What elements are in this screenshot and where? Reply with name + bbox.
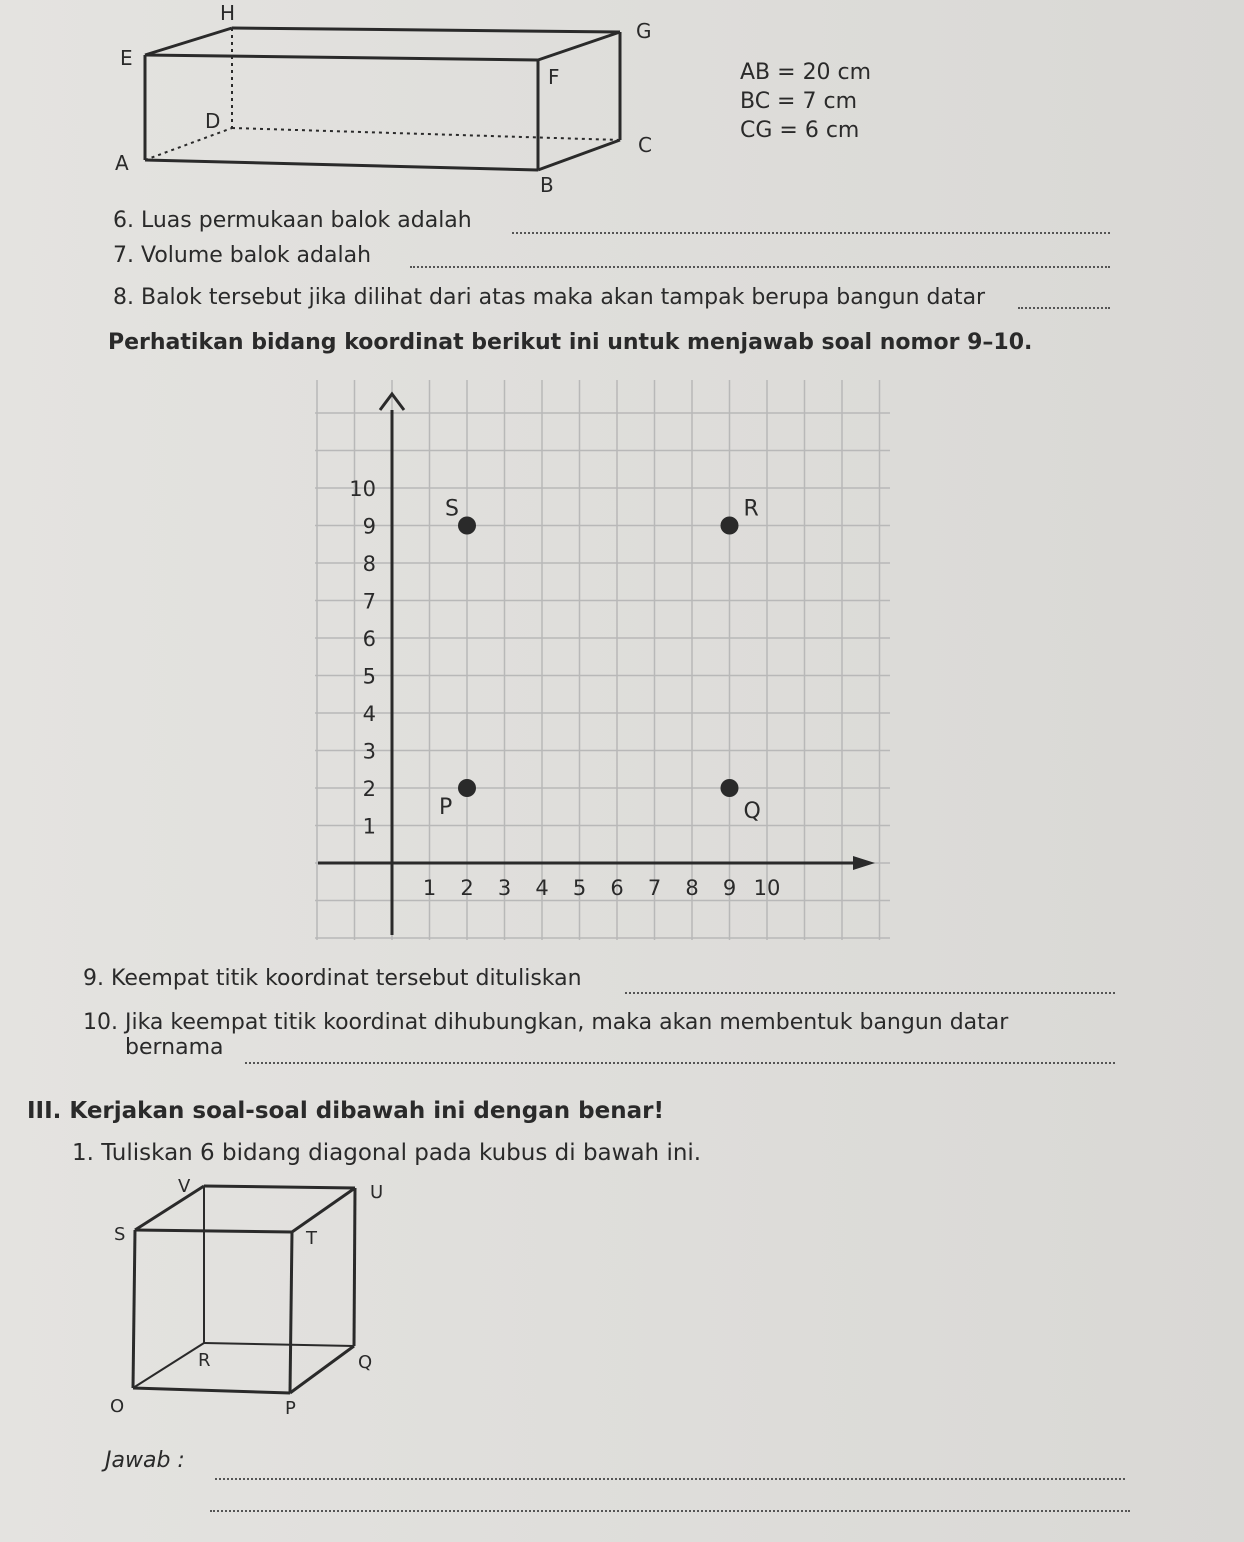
cube-vertex-q: Q xyxy=(358,1352,373,1373)
y-tick-label: 9 xyxy=(362,514,376,539)
vertex-a-label: A xyxy=(115,151,129,175)
dim-cg: CG = 6 cm xyxy=(740,118,860,143)
vertex-c-label: C xyxy=(638,133,652,157)
x-tick-label: 1 xyxy=(422,876,437,900)
section-3-question-1: 1. Tuliskan 6 bidang diagonal pada kubus di bawah ini. xyxy=(72,1140,702,1166)
cube-vertex-s: S xyxy=(114,1224,126,1245)
x-tick-label: 8 xyxy=(685,876,699,900)
y-tick-label: 4 xyxy=(362,702,376,726)
question-6: 6. Luas permukaan balok adalah xyxy=(113,208,472,233)
x-tick-label: 10 xyxy=(753,876,781,900)
point-r xyxy=(721,517,739,535)
x-tick-label: 4 xyxy=(535,876,549,900)
cuboid-diagram xyxy=(100,0,680,200)
question-8: 8. Balok tersebut jika dilihat dari atas maka akan tampak berupa bangun datar xyxy=(113,285,986,310)
x-tick-label: 6 xyxy=(610,876,624,900)
cube-vertex-r: R xyxy=(198,1350,211,1371)
cube-vertex-o: O xyxy=(110,1396,125,1417)
question-7: 7. Volume balok adalah xyxy=(113,243,372,268)
cube-vertex-u: U xyxy=(370,1182,384,1203)
point-label-q: Q xyxy=(743,799,761,824)
question-10-line-1: 10. Jika keempat titik koordinat dihubungkan, maka akan membentuk bangun datar xyxy=(83,1010,1009,1035)
point-p xyxy=(458,779,476,797)
answer-line-8 xyxy=(1018,307,1110,309)
question-9: 9. Keempat titik koordinat tersebut dituliskan xyxy=(83,966,582,991)
x-tick-label: 2 xyxy=(460,876,474,900)
answer-line-9 xyxy=(625,992,1115,994)
vertex-b-label: B xyxy=(540,173,554,197)
x-tick-label: 7 xyxy=(647,876,662,900)
point-q xyxy=(721,779,739,797)
vertex-d-label: D xyxy=(205,109,221,133)
y-tick-label: 8 xyxy=(362,552,376,576)
y-tick-label: 2 xyxy=(362,777,376,801)
answer-label: Jawab : xyxy=(105,1448,185,1473)
answer-line-7 xyxy=(410,266,1110,268)
point-label-r: R xyxy=(743,496,759,522)
cube-vertex-p: P xyxy=(285,1398,296,1419)
point-s xyxy=(458,517,476,535)
answer-line-10 xyxy=(245,1062,1115,1064)
answer-line-2 xyxy=(210,1510,1130,1512)
answer-line-6 xyxy=(512,232,1110,234)
y-tick-label: 7 xyxy=(362,589,376,614)
vertex-f-label: F xyxy=(548,65,560,89)
point-label-p: P xyxy=(439,795,453,820)
dim-ab: AB = 20 cm xyxy=(740,60,872,85)
y-tick-label: 6 xyxy=(362,627,376,651)
answer-line-1 xyxy=(215,1478,1125,1480)
y-tick-label: 1 xyxy=(362,814,376,839)
x-tick-label: 5 xyxy=(572,876,587,900)
x-tick-label: 9 xyxy=(722,876,737,900)
cube-diagram xyxy=(100,1170,400,1420)
vertex-g-label: G xyxy=(636,19,652,43)
cube-vertex-v: V xyxy=(178,1176,191,1197)
y-tick-label: 3 xyxy=(362,739,376,764)
point-label-s: S xyxy=(445,496,459,522)
x-tick-label: 3 xyxy=(497,876,512,900)
coordinate-plane xyxy=(300,370,900,950)
question-10-line-2: bernama xyxy=(125,1035,224,1060)
section-3-heading: III. Kerjakan soal-soal dibawah ini dengan benar! xyxy=(27,1098,664,1124)
cube-vertex-t: T xyxy=(306,1228,317,1249)
coordinate-instruction: Perhatikan bidang koordinat berikut ini untuk menjawab soal nomor 9–10. xyxy=(108,330,1033,355)
x-axis-arrow xyxy=(853,856,875,870)
y-tick-label: 10 xyxy=(349,477,376,501)
y-tick-label: 5 xyxy=(362,664,376,689)
vertex-h-label: H xyxy=(220,1,236,25)
dim-bc: BC = 7 cm xyxy=(740,89,858,114)
vertex-e-label: E xyxy=(120,46,133,70)
